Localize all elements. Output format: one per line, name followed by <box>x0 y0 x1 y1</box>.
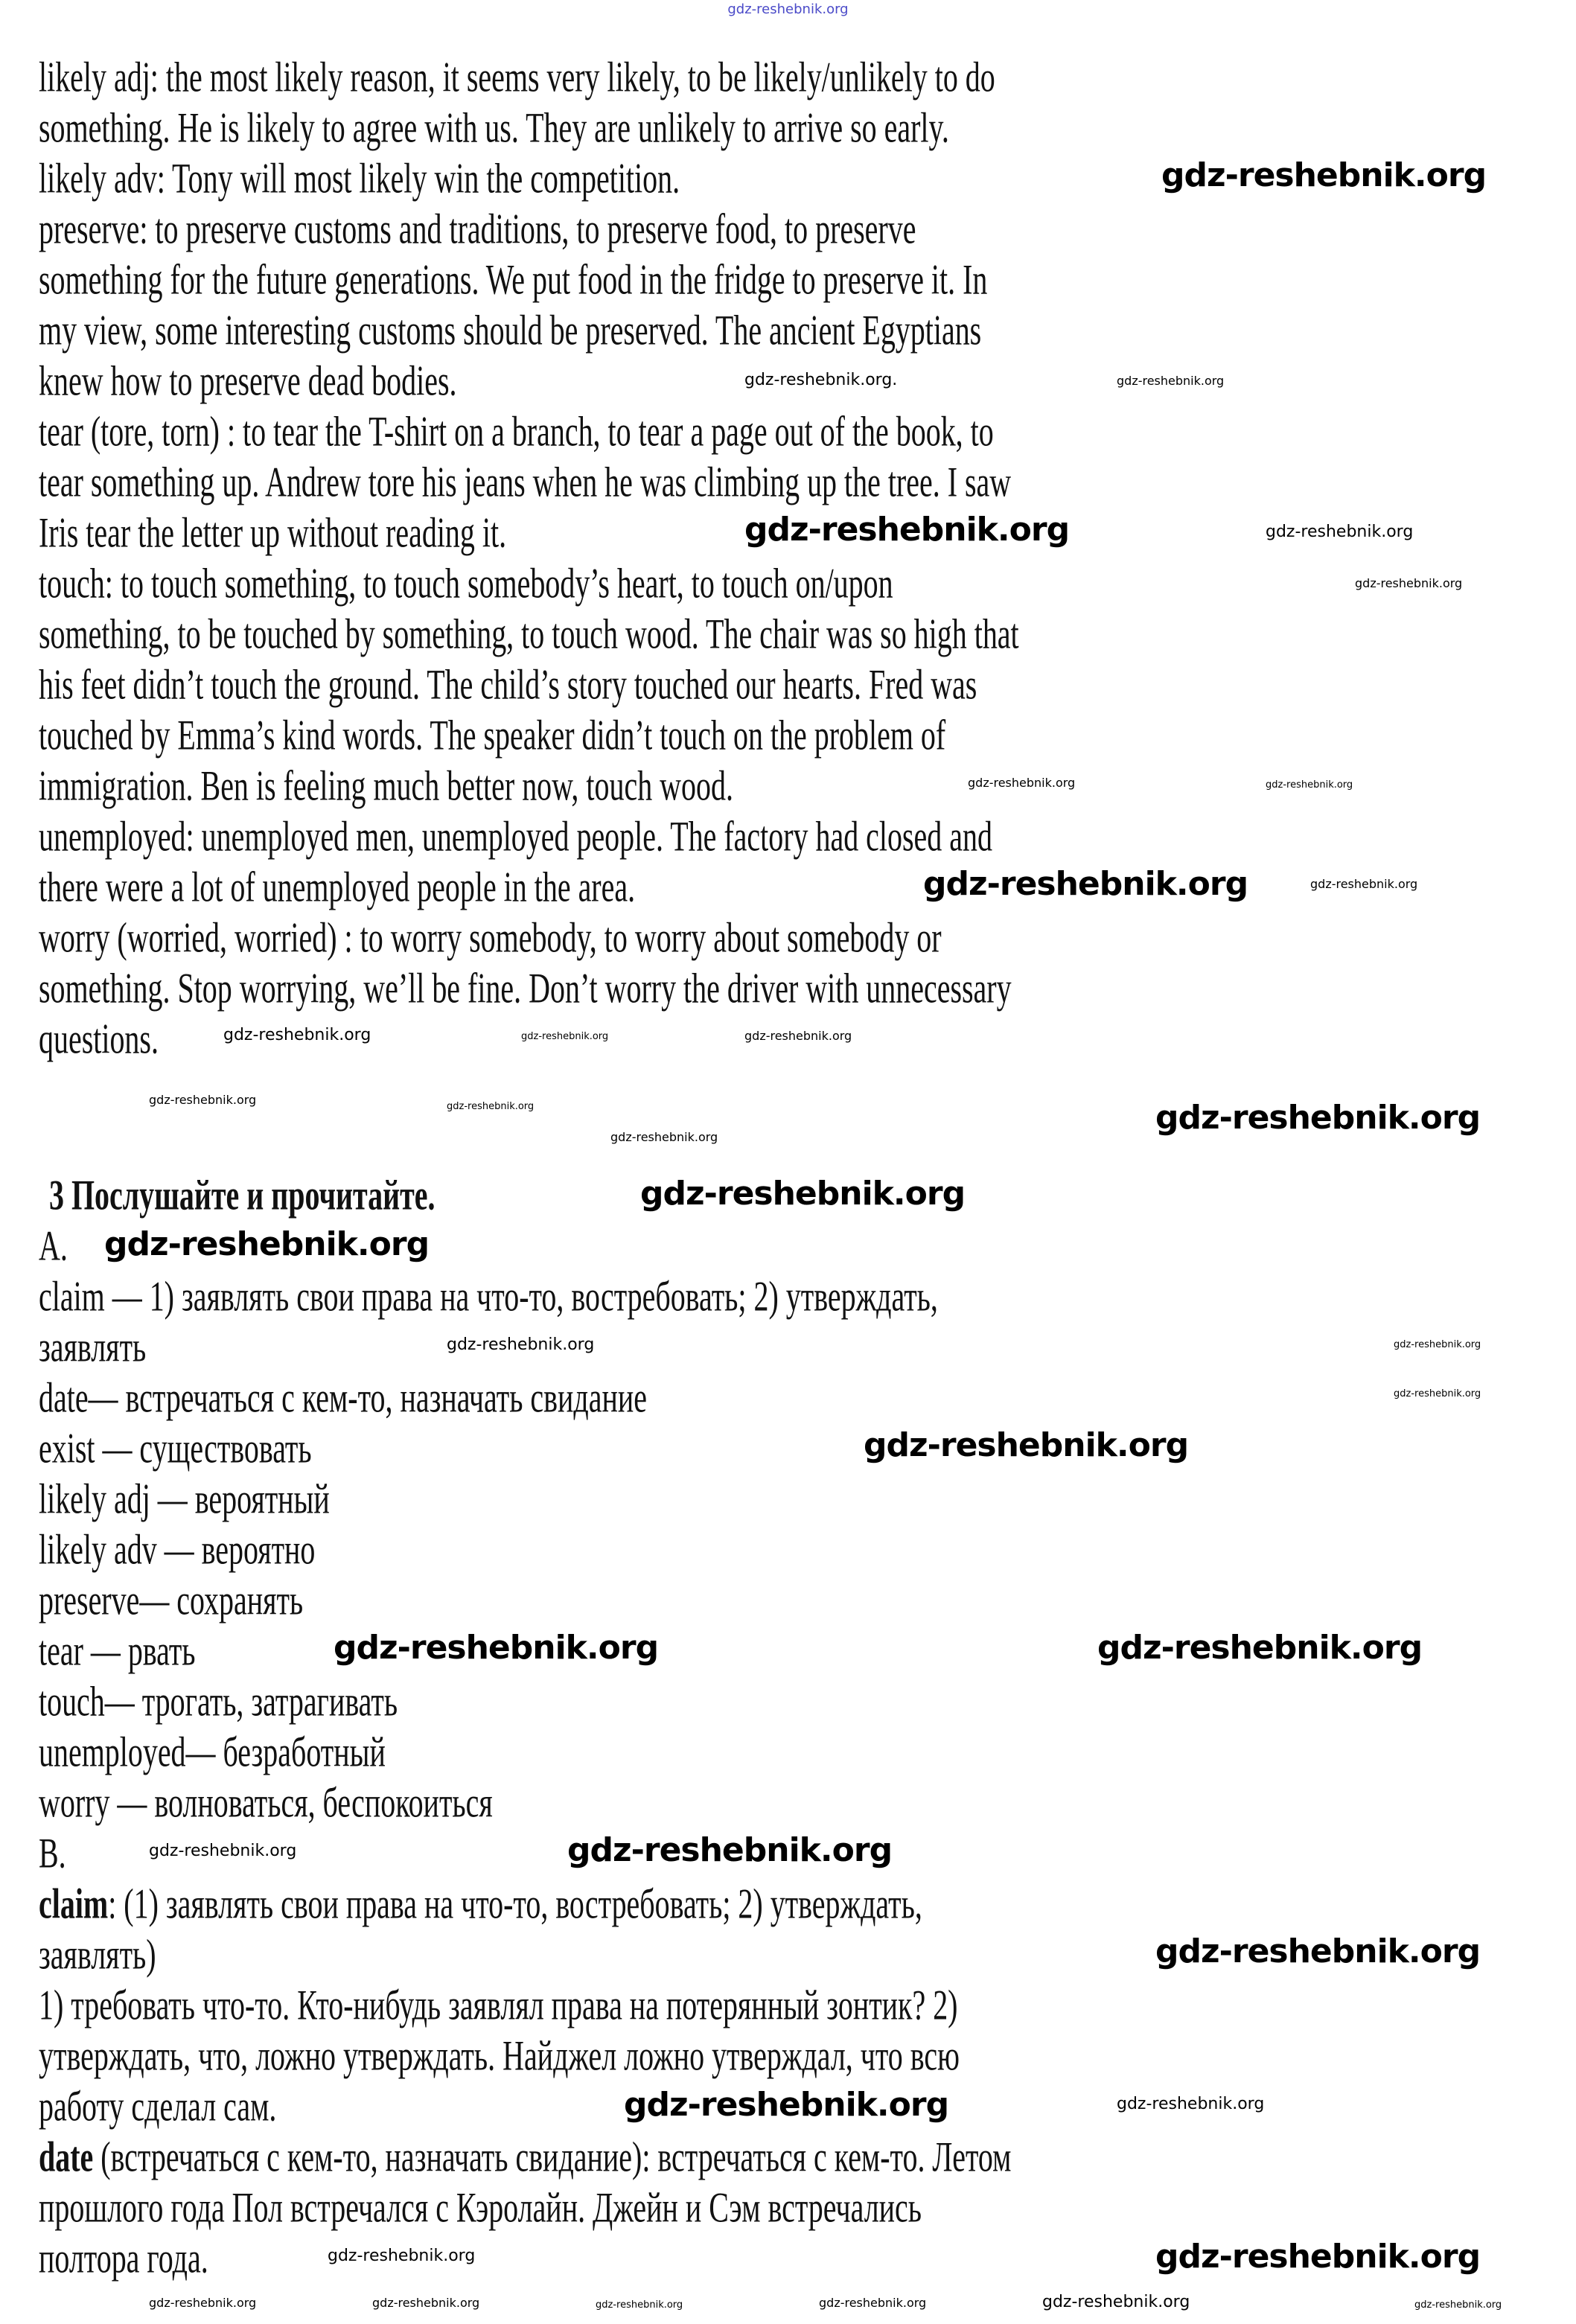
watermark: gdz-reshebnik.org <box>923 865 1248 903</box>
watermark: gdz-reshebnik.org <box>744 1029 852 1043</box>
text-line: tear (tore, torn) : to tear the T-shirt on a branch, to tear a page out of the book, to <box>39 408 994 455</box>
glossary-line: exist — существовать <box>39 1425 312 1472</box>
glossary-line: date— встречаться с кем-то, назначать свидание <box>39 1374 647 1421</box>
glossary-line: likely adv — вероятно <box>39 1526 316 1573</box>
text-line: tear something up. Andrew tore his jeans when he was climbing up the tree. I saw <box>39 459 1012 505</box>
text-line: прошлого года Пол встречался с Кэролайн. Джейн и Сэм встречались <box>39 2184 922 2231</box>
watermark: gdz-reshebnik.org <box>104 1225 430 1263</box>
watermark: gdz-reshebnik.org <box>864 1426 1189 1464</box>
section-heading: 3 Послушайте и прочитайте. <box>49 1172 436 1219</box>
watermark: gdz-reshebnik.org <box>521 1031 609 1042</box>
watermark: gdz-reshebnik.org <box>624 2086 949 2124</box>
text-line: something, to be touched by something, to touch wood. The chair was so high that <box>39 610 1019 657</box>
watermark: gdz-reshebnik.org <box>640 1175 966 1213</box>
text-line: his feet didn’t touch the ground. The child’s story touched our hearts. Fred was <box>39 661 977 708</box>
watermark: gdz-reshebnik.org <box>596 2299 683 2311</box>
glossary-line: заявлять <box>39 1324 147 1370</box>
watermark: gdz-reshebnik.org <box>149 1093 257 1107</box>
text-line: Iris tear the letter up without reading it. <box>39 509 507 556</box>
text-line: preserve: to preserve customs and traditions, to preserve food, to preserve <box>39 205 916 252</box>
watermark: gdz-reshebnik.org <box>372 2296 480 2310</box>
watermark: gdz-reshebnik.org <box>567 1831 893 1869</box>
watermark: gdz-reshebnik.org <box>610 1130 718 1144</box>
watermark: gdz-reshebnik.org <box>819 2296 927 2310</box>
watermark: gdz-reshebnik.org <box>1355 576 1463 590</box>
text-line: worry (worried, worried) : to worry somebody, to worry about somebody or <box>39 914 942 961</box>
text-line: touch: to touch something, to touch somebody’s heart, to touch on/upon <box>39 560 893 607</box>
text-line: something. Stop worrying, we’ll be fine. Don’t worry the driver with unnecessary <box>39 965 1012 1012</box>
watermark: gdz-reshebnik.org <box>1394 1388 1481 1399</box>
part-b-label: B. <box>39 1830 66 1877</box>
text-line: there were a lot of unemployed people in the area. <box>39 863 636 910</box>
watermark: gdz-reshebnik.org <box>149 1842 297 1860</box>
watermark: gdz-reshebnik.org <box>149 2296 257 2310</box>
text-line: 1) требовать что-то. Кто-нибудь заявлял права на потерянный зонтик? 2) <box>39 1982 958 2028</box>
watermark: gdz-reshebnik.org <box>1161 156 1487 194</box>
watermark: gdz-reshebnik.org <box>328 2247 476 2265</box>
text-line: likely adj: the most likely reason, it seems very likely, to be likely/unlikely to do <box>39 54 995 100</box>
entry-date-line <box>39 2133 1011 2180</box>
watermark: gdz-reshebnik.org <box>1266 779 1353 791</box>
entry-claim-line <box>39 1880 922 1927</box>
watermark: gdz-reshebnik.org <box>1042 2293 1190 2311</box>
date-definition: (встречаться с кем-то, назначать свидание): встречаться с кем-то. Летом <box>93 2133 1012 2180</box>
watermark: gdz-reshebnik.org. <box>744 371 898 389</box>
term-claim: claim <box>39 1880 109 1927</box>
text-line: my view, some interesting customs should be preserved. The ancient Egyptians <box>39 307 982 354</box>
watermark: gdz-reshebnik.org <box>1117 374 1225 388</box>
watermark: gdz-reshebnik.org <box>1117 2095 1265 2113</box>
watermark: gdz-reshebnik.org <box>223 1026 371 1044</box>
text-line: утверждать, что, ложно утверждать. Найджел ложно утверждал, что всю <box>39 2032 960 2079</box>
watermark: gdz-reshebnik.org <box>334 1629 659 1667</box>
glossary-line: claim — 1) заявлять свои права на что-то, востребовать; 2) утверждать, <box>39 1273 938 1320</box>
text-line: likely adv: Tony will most likely win the competition. <box>39 155 680 202</box>
watermark: gdz-reshebnik.org <box>1155 1099 1481 1137</box>
watermark: gdz-reshebnik.org <box>744 511 1070 549</box>
text-line: questions. <box>39 1015 159 1062</box>
text-line: unemployed: unemployed men, unemployed people. The factory had closed and <box>39 813 992 860</box>
glossary-line: touch— трогать, затрагивать <box>39 1678 398 1725</box>
watermark: gdz-reshebnik.org <box>968 776 1076 790</box>
text-line: заявлять) <box>39 1931 156 1978</box>
header-watermark: gdz-reshebnik.org <box>727 1 849 17</box>
text-line: something for the future generations. We put food in the fridge to preserve it. In <box>39 256 988 303</box>
watermark: gdz-reshebnik.org <box>1266 523 1414 541</box>
glossary-line: preserve— сохранять <box>39 1577 304 1624</box>
watermark: gdz-reshebnik.org <box>447 1101 535 1112</box>
text-line: something. He is likely to agree with us. They are unlikely to arrive so early. <box>39 104 949 151</box>
glossary-line: unemployed— безработный <box>39 1728 386 1775</box>
text-line: touched by Emma’s kind words. The speaker didn’t touch on the problem of <box>39 712 946 759</box>
watermark: gdz-reshebnik.org <box>1310 877 1418 891</box>
term-date: date <box>39 2133 94 2180</box>
watermark: gdz-reshebnik.org <box>1394 1339 1481 1350</box>
watermark: gdz-reshebnik.org <box>1155 1932 1481 1970</box>
text-line: полтора года. <box>39 2235 208 2282</box>
watermark: gdz-reshebnik.org <box>1155 2238 1481 2276</box>
watermark: gdz-reshebnik.org <box>1414 2299 1502 2311</box>
glossary-line: likely adj — вероятный <box>39 1475 330 1522</box>
glossary-line: worry — волноваться, беспокоиться <box>39 1779 493 1826</box>
text-line: работу сделал сам. <box>39 2083 277 2130</box>
glossary-line: tear — рвать <box>39 1627 196 1674</box>
watermark: gdz-reshebnik.org <box>1097 1629 1423 1667</box>
watermark: gdz-reshebnik.org <box>447 1335 595 1354</box>
text-line: knew how to preserve dead bodies. <box>39 357 457 404</box>
claim-definition: : (1) заявлять свои права на что-то, востребовать; 2) утверждать, <box>108 1880 922 1927</box>
part-a-label: A. <box>39 1222 68 1269</box>
text-line: immigration. Ben is feeling much better now, touch wood. <box>39 762 733 809</box>
